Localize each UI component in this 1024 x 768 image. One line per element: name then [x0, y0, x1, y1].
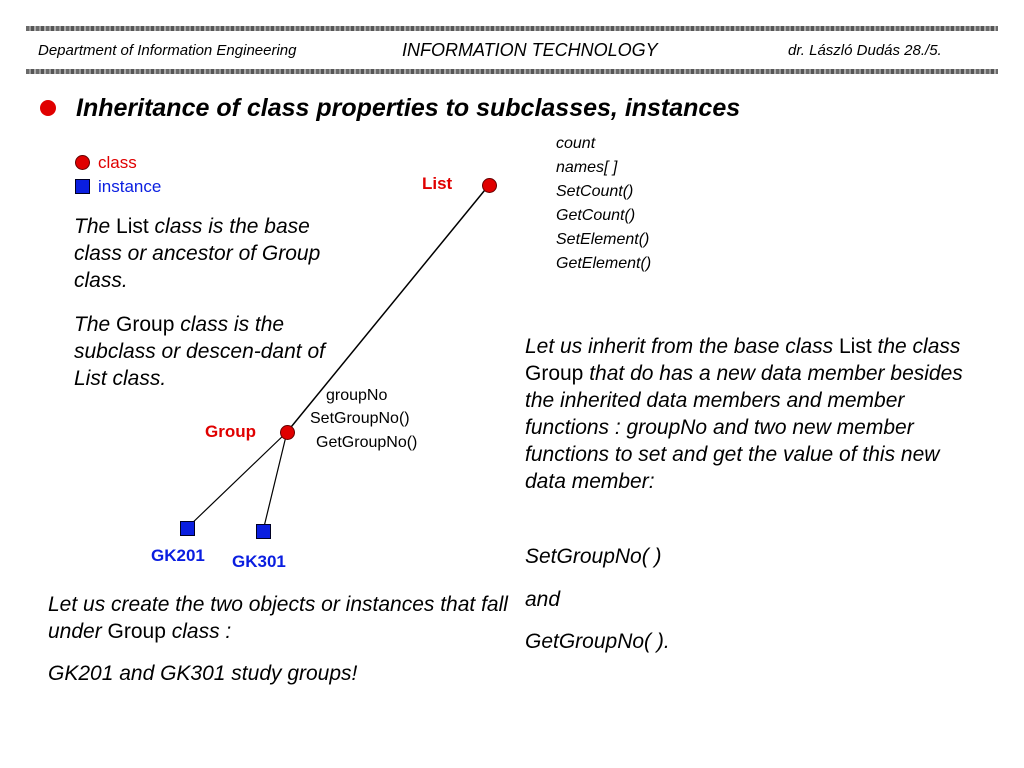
list-class-node	[482, 178, 497, 193]
list-member: SetCount()	[556, 183, 634, 200]
slide-title: Inheritance of class properties to subclasses, instances	[76, 94, 741, 122]
list-member: SetElement()	[556, 231, 650, 248]
list-member: GetElement()	[556, 255, 652, 272]
right-paragraph-2: SetGroupNo( )	[525, 545, 662, 568]
list-member: count	[556, 135, 596, 152]
group-gk201-edge	[187, 432, 287, 528]
group-member: groupNo	[326, 387, 388, 404]
bottom-paragraph-1: Let us create the two objects or instances that fall under Group class :	[48, 593, 508, 643]
header-course: INFORMATION TECHNOLOGY	[402, 40, 658, 60]
list-members	[556, 132, 651, 276]
gk301-label: GK301	[232, 552, 286, 571]
group-class-node	[280, 425, 295, 440]
right-paragraph-4: GetGroupNo( ).	[525, 630, 670, 653]
header-department: Department of Information Engineering	[38, 42, 297, 59]
gk201-instance-node	[180, 521, 195, 536]
gk301-instance-node	[256, 524, 271, 539]
group-member: SetGroupNo()	[310, 410, 410, 427]
group-member: GetGroupNo()	[316, 434, 418, 451]
group-node-label: Group	[205, 422, 256, 441]
legend-class-label: class	[98, 153, 137, 172]
left-paragraph-2: The Group class is the subclass or descen-dant of List class.	[74, 313, 325, 390]
list-group-edge	[287, 185, 489, 432]
legend-instance-label: instance	[98, 177, 162, 196]
right-paragraph-1: Let us inherit from the base class List the class Group that do has a new data member besides the inherited data members and member functions : groupNo and two new member functions to set and get the value of this new data member:	[525, 335, 963, 493]
header-author-page: dr. László Dudás 28./5.	[788, 42, 942, 59]
gk201-label: GK201	[151, 546, 205, 565]
right-paragraph-3: and	[525, 588, 561, 611]
list-member: GetCount()	[556, 207, 636, 224]
list-member: names[ ]	[556, 159, 618, 176]
bottom-paragraph-2: GK201 and GK301 study groups!	[48, 662, 358, 685]
list-node-label: List	[422, 174, 453, 193]
group-gk301-edge	[263, 432, 287, 531]
left-paragraph-1: The List class is the base class or ancestor of Group class.	[74, 215, 321, 292]
